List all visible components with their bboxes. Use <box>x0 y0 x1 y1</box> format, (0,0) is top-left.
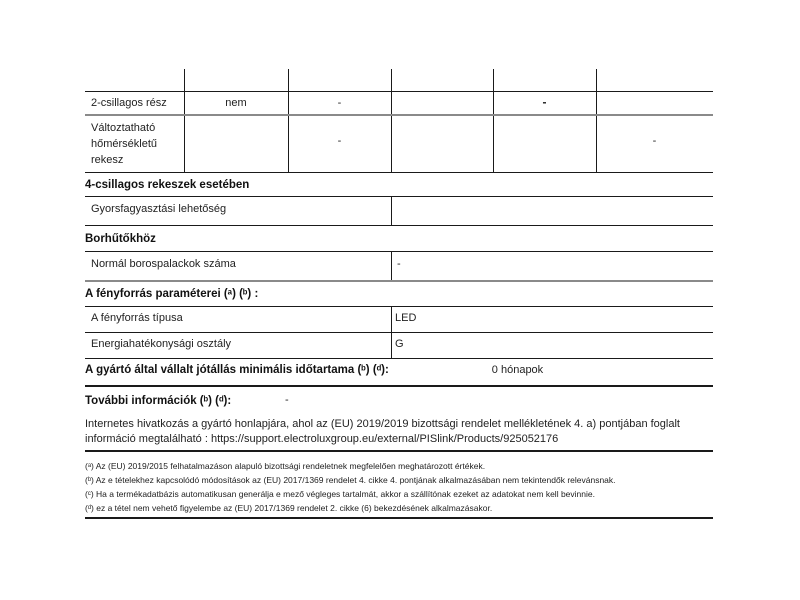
section-border <box>85 358 713 359</box>
column-divider <box>391 332 392 358</box>
column-divider <box>391 306 392 332</box>
footnote-separator <box>85 450 713 452</box>
table-border <box>85 91 713 92</box>
table-border-double <box>85 114 713 116</box>
column-divider <box>596 116 597 172</box>
row-label-variable-temp: Változtatható hőmérsékletű rekesz <box>91 122 158 166</box>
section-border-double <box>85 280 713 282</box>
column-divider <box>288 91 289 114</box>
column-divider <box>391 251 392 280</box>
footnotes <box>85 459 713 515</box>
section-border-strong <box>85 385 713 387</box>
column-divider <box>596 91 597 114</box>
row-value-light-type: LED <box>395 312 417 324</box>
column-divider <box>493 91 494 114</box>
table-border <box>85 172 713 173</box>
column-divider <box>493 116 494 172</box>
cell-two-star-c5: - <box>542 95 547 109</box>
section-border <box>85 196 713 197</box>
row-value-energy-class: G <box>395 338 404 350</box>
column-divider <box>596 69 597 91</box>
footnote-a: (ᵃ) Az (EU) 2019/2015 felhatalmazáson alapuló bizottsági rendeletnek megfelelően meghatározott értékek. <box>85 461 486 471</box>
column-divider <box>391 196 392 225</box>
cell-var-temp-c3: - <box>337 135 342 147</box>
additional-info-value: - <box>285 394 289 406</box>
manufacturer-link-paragraph: Internetes hivatkozás a gyártó honlapjára, ahol az (EU) 2019/2019 bizottsági rendelet mellékletének 4. a) pontjában foglalt információ megtalálható : https://support.electroluxgroup.eu/external/PISlink/Products/925052176 <box>85 418 680 445</box>
section-heading-four-star: 4-csillagos rekeszek esetében <box>85 179 250 191</box>
fiche-content <box>85 0 713 600</box>
cell-two-star-available: nem <box>225 97 247 109</box>
additional-info-heading: További információk (ᵇ) (ᵈ): <box>85 395 232 407</box>
column-divider <box>391 116 392 172</box>
row-label-wine-bottles: Normál borospalackok száma <box>91 258 236 270</box>
page-bottom-border <box>85 517 713 519</box>
row-value-wine-bottles: - <box>397 258 401 270</box>
row-label-light-type: A fényforrás típusa <box>91 312 183 324</box>
column-divider <box>391 91 392 114</box>
column-divider <box>288 69 289 91</box>
warranty-value: 0 hónapok <box>491 364 544 376</box>
column-divider <box>184 116 185 172</box>
footnote-c: (ᶜ) Ha a termékadatbázis automatikusan generálja e mező végleges tartalmát, akkor a szállítónak ezeket az adatokat nem kell bevinnie. <box>85 489 595 499</box>
column-divider <box>184 91 185 114</box>
column-divider <box>493 69 494 91</box>
section-heading-wine: Borhűtőkhöz <box>85 233 156 245</box>
section-border <box>85 225 713 226</box>
row-label-fast-freeze: Gyorsfagyasztási lehetőség <box>91 203 227 215</box>
section-heading-light-source: A fényforrás paraméterei (ᵃ) (ᵇ) : <box>85 288 259 300</box>
cell-two-star-c3: - <box>337 97 342 109</box>
section-border <box>85 251 713 252</box>
footnote-b: (ᵇ) Az e tételekhez kapcsolódó módosítások az (EU) 2017/1369 rendelet 4. cikke 4. pontjának alkalmazásában nem tekintendők relevánsnak. <box>85 475 616 485</box>
cell-var-temp-c6: - <box>652 135 657 147</box>
column-divider <box>288 116 289 172</box>
row-label-energy-class: Energiahatékonysági osztály <box>91 338 232 350</box>
section-border <box>85 306 713 307</box>
column-divider <box>184 69 185 91</box>
warranty-label: A gyártó által vállalt jótállás minimális időtartama (ᵇ) (ᵈ): <box>85 364 389 376</box>
column-divider <box>391 69 392 91</box>
row-label-two-star: 2-csillagos rész <box>91 97 167 109</box>
section-border <box>85 332 713 333</box>
footnote-d: (ᵈ) ez a tétel nem vehető figyelembe az (EU) 2017/1369 rendelet 2. cikke (6) bekezdésének alkalmazásakor. <box>85 503 493 513</box>
